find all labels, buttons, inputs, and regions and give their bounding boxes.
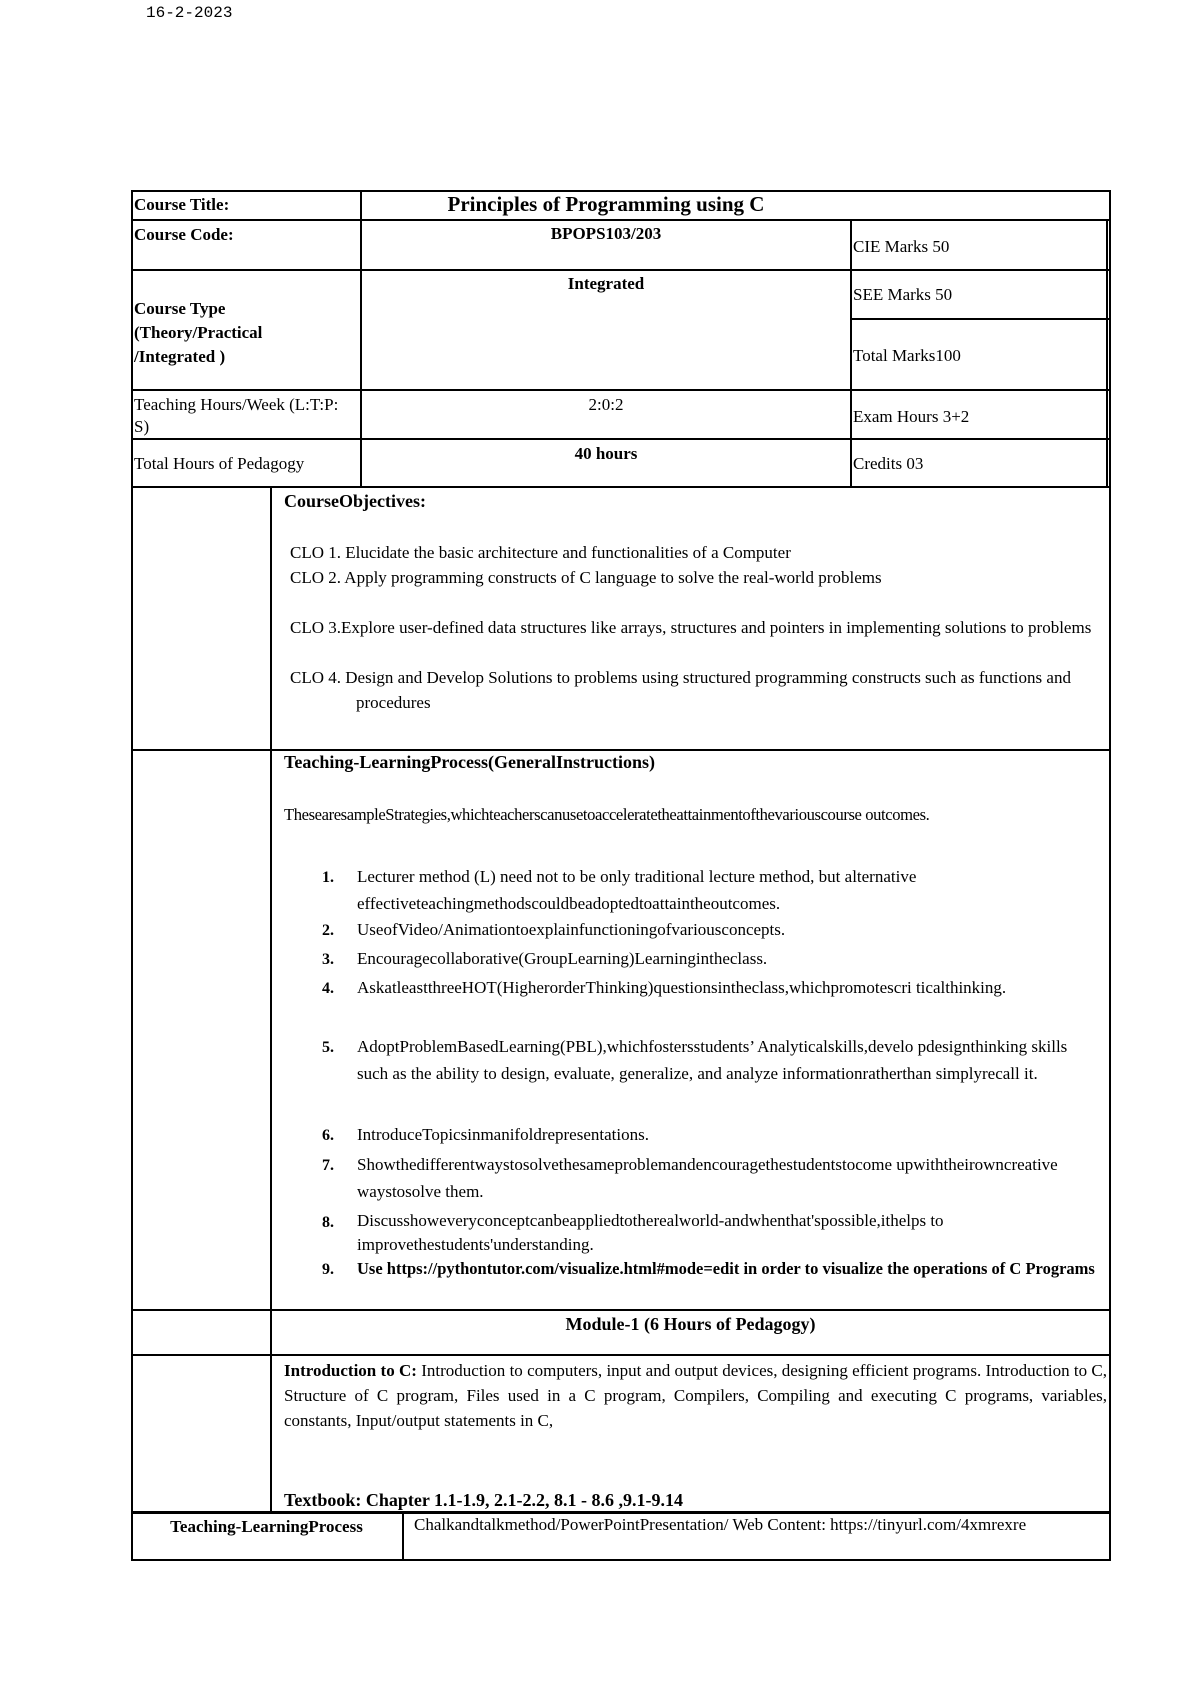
- course-title: Principles of Programming using C: [447, 192, 765, 216]
- objective-item: CLO 4. Design and Develop Solutions to problems using structured programming constructs such as functions and procedures: [290, 668, 1071, 712]
- document-date: 16-2-2023: [146, 4, 233, 22]
- divider: [131, 219, 1111, 221]
- list-number: 1.: [322, 869, 334, 886]
- module-topic: Introduction to C:: [284, 1361, 417, 1380]
- list-number: 5.: [322, 1039, 334, 1056]
- teaching-hours: 2:0:2: [588, 395, 624, 414]
- module-tlp-value: Chalkandtalkmethod/PowerPointPresentation/ Web Content: https://tinyurl.com/4xmrexre: [414, 1515, 1027, 1534]
- module-heading: Module-1 (6 Hours of Pedagogy): [565, 1314, 816, 1334]
- textbook-reference: Textbook: Chapter 1.1-1.9, 2.1-2.2, 8.1 - 8.6 ,9.1-9.14: [284, 1490, 683, 1510]
- list-item: IntroduceTopicsinmanifoldrepresentations.: [357, 1125, 649, 1144]
- list-item: Showthedifferentwaystosolvethesameproblemandencouragethestudentstocome upwiththeirowncreative waystosolve them.: [357, 1155, 1058, 1201]
- module-topics-text: Introduction to computers, input and output devices, designing efficient programs. Introduction to C, Structure of C program, Files used in a C program, Compilers, Compiling and executing C programs, variables, constants, Input/output statements in C,: [284, 1361, 1107, 1430]
- exam-hours: Exam Hours 3+2: [853, 407, 970, 426]
- objective-item: CLO 3.Explore user-defined data structures like arrays, structures and pointers in implementing solutions to problems: [290, 618, 1092, 637]
- teaching-hours-label: Teaching Hours/Week (L:T:P: S): [134, 395, 339, 436]
- divider: [1106, 219, 1108, 488]
- cie-marks: CIE Marks 50: [853, 237, 950, 256]
- divider: [131, 749, 1111, 751]
- list-item: Discusshoweveryconceptcanbeappliedtotherealworld-andwhenthat'spossible,ithelps to improvethestudents'understanding.: [357, 1211, 944, 1254]
- module-tlp-label: Teaching-LearningProcess: [170, 1517, 363, 1536]
- divider: [850, 318, 1111, 320]
- credits: Credits 03: [853, 454, 924, 473]
- course-type: Integrated: [567, 274, 645, 293]
- divider: [131, 1354, 1111, 1356]
- divider: [402, 1512, 404, 1561]
- list-item: AdoptProblemBasedLearning(PBL),whichfostersstudents’ Analyticalskills,develo pdesignthinking skills such as the ability to design, evaluate, generalize, and analyze informationratherthan simplyrecall it.: [357, 1037, 1068, 1083]
- divider: [131, 438, 1111, 440]
- divider: [131, 488, 133, 1513]
- course-type-label: Course Type (Theory/Practical /Integrated ): [134, 299, 263, 366]
- objective-item: CLO 2. Apply programming constructs of C language to solve the real-world problems: [290, 568, 882, 587]
- list-item: Use https://pythontutor.com/visualize.html#mode=edit in order to visualize the operations of C Programs: [357, 1259, 1095, 1278]
- course-code-label: Course Code:: [134, 225, 234, 244]
- objective-item: CLO 1. Elucidate the basic architecture and functionalities of a Computer: [290, 543, 791, 562]
- see-marks: SEE Marks 50: [853, 285, 953, 304]
- divider: [131, 1309, 1111, 1311]
- module-content: [284, 1358, 1107, 1433]
- list-number: 2.: [322, 922, 334, 939]
- list-number: 7.: [322, 1157, 334, 1174]
- objectives-heading: CourseObjectives:: [284, 491, 426, 511]
- divider: [1109, 488, 1111, 1513]
- list-item: Encouragecollaborative(GroupLearning)Learningintheclass.: [357, 949, 768, 968]
- list-number: 6.: [322, 1127, 334, 1144]
- divider: [850, 219, 852, 488]
- list-number: 4.: [322, 980, 334, 997]
- list-item: UseofVideo/Animationtoexplainfunctioningofvariousconcepts.: [357, 920, 786, 939]
- divider: [131, 389, 1111, 391]
- list-item: Lecturer method (L) need not to be only traditional lecture method, but alternative effectiveteachingmethodscouldbeadoptedtoattaintheoutcomes.: [357, 867, 917, 913]
- course-title-label: Course Title:: [134, 195, 230, 214]
- divider: [131, 269, 1111, 271]
- divider: [270, 488, 272, 1513]
- list-number: 8.: [322, 1214, 334, 1231]
- course-code: BPOPS103/203: [550, 224, 662, 243]
- list-number: 3.: [322, 951, 334, 968]
- tlp-heading: Teaching-LearningProcess(GeneralInstructions): [284, 752, 655, 772]
- list-number: 9.: [322, 1261, 334, 1278]
- pedagogy-hours: 40 hours: [574, 444, 638, 463]
- total-marks: Total Marks100: [853, 346, 961, 365]
- list-item: AskatleastthreeHOT(HigherorderThinking)questionsintheclass,whichpromotescri ticalthinking.: [357, 978, 1007, 997]
- tlp-intro: ThesearesampleStrategies,whichteacherscanusetoacceleratetheattainmentofthevariouscourse outcomes.: [284, 805, 930, 824]
- pedagogy-label: Total Hours of Pedagogy: [134, 454, 305, 473]
